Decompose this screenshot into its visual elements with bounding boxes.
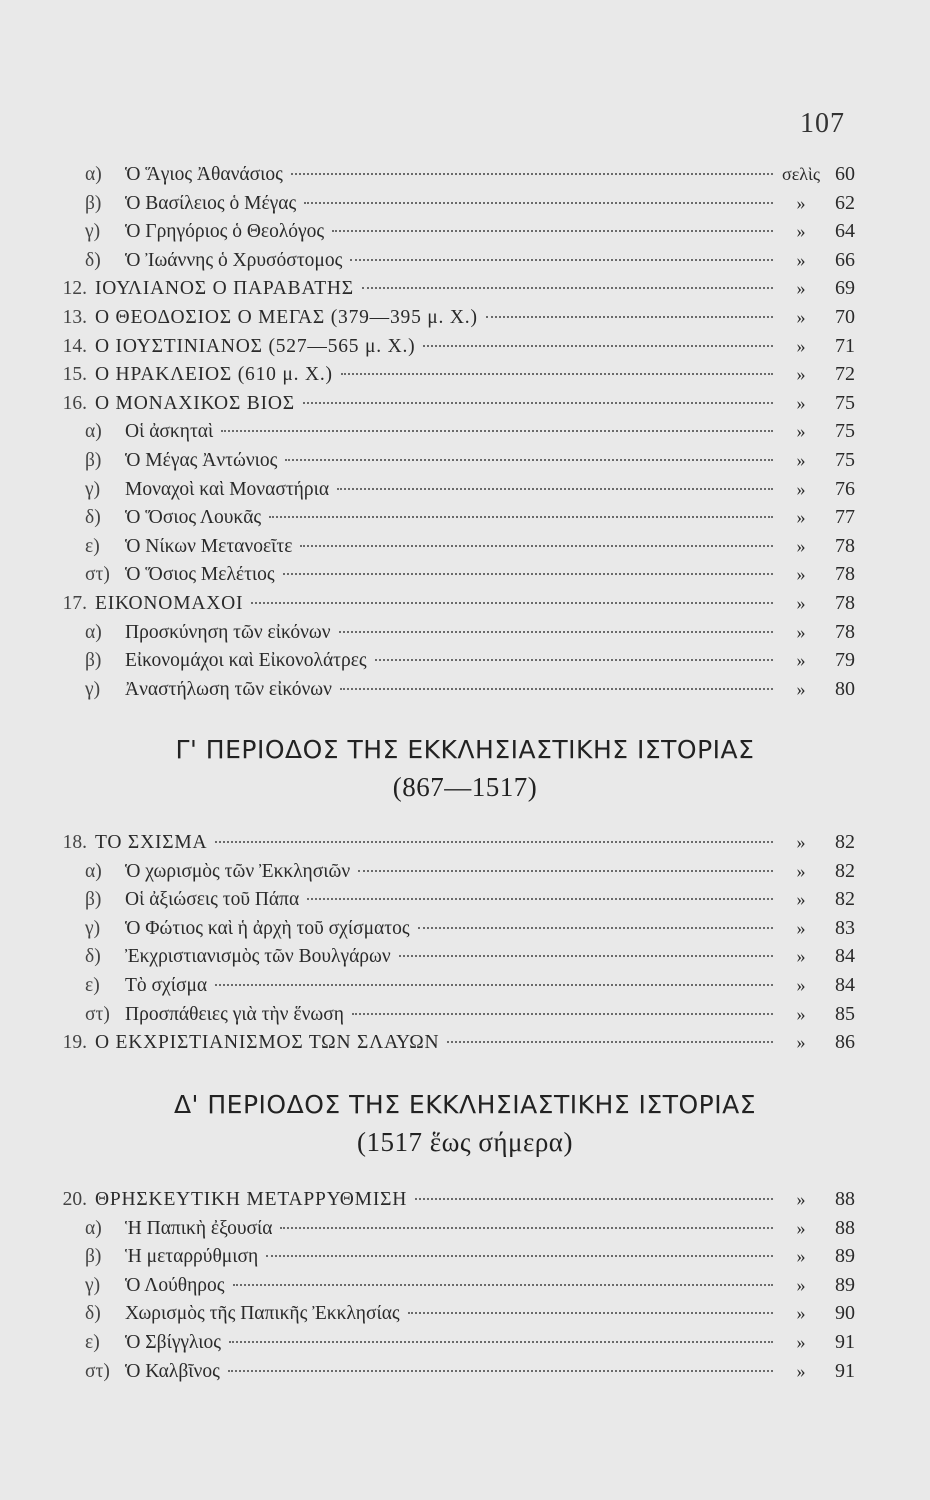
toc-entry-page: 75 xyxy=(835,391,855,414)
toc-entry-page: 80 xyxy=(835,677,855,700)
toc-entry-page: 75 xyxy=(835,420,855,443)
toc-entry-ditto: » xyxy=(796,592,806,613)
dot-leader xyxy=(228,1370,773,1372)
section-heading-title: Γ' ΠΕΡΙΟΔΟΣ ΤΗΣ ΕΚΚΛΗΣΙΑΣΤΙΚΗΣ ΙΣΤΟΡΙΑΣ xyxy=(175,735,755,764)
toc-entry-title: Ὁ Ἅγιος Ἀθανάσιος xyxy=(125,164,283,185)
toc-entry-ditto: » xyxy=(796,306,806,327)
toc-entry xyxy=(55,942,855,971)
toc-entry-ditto: » xyxy=(796,650,806,671)
toc-entry-number: 18. xyxy=(62,832,87,853)
toc-entry-marker: β) xyxy=(85,192,102,214)
toc-entry xyxy=(55,160,855,189)
section-heading-g xyxy=(0,735,930,803)
toc-entry-ditto: » xyxy=(796,1217,806,1238)
toc-entry-marker: δ) xyxy=(85,507,101,529)
toc-entry xyxy=(55,589,855,618)
toc-entry-page: 78 xyxy=(835,620,855,643)
dot-leader xyxy=(362,287,773,289)
toc-entry-title: Ὁ Φώτιος καὶ ἡ ἀρχὴ τοῦ σχίσματος xyxy=(125,917,410,939)
toc-entry-page: 90 xyxy=(835,1302,855,1325)
toc-entry-page: 82 xyxy=(835,831,855,853)
toc-entry-marker: α) xyxy=(85,621,102,643)
dot-leader xyxy=(415,1198,773,1200)
toc-entry-ditto: » xyxy=(796,1246,806,1267)
toc-entry-page: 78 xyxy=(835,563,855,586)
toc-entry-marker: α) xyxy=(85,421,102,443)
toc-entry-title: ΘΡΗΣΚΕΥΤΙΚΗ ΜΕΤΑΡΡΥΘΜΙΣΗ xyxy=(95,1189,408,1210)
toc-entry xyxy=(55,1028,855,1057)
toc-entry-title: Ὁ Λούθηρος xyxy=(125,1274,225,1296)
toc-list-section-3 xyxy=(55,1185,855,1385)
toc-entry-marker: γ) xyxy=(85,678,101,700)
toc-entry xyxy=(55,389,855,418)
toc-entry-page: 62 xyxy=(835,191,855,214)
toc-entry-title: Ο ΘΕΟΔΟΣΙΟΣ Ο ΜΕΓΑΣ (379—395 μ. Χ.) xyxy=(95,306,478,328)
toc-entry-title: Ἀναστήλωση τῶν εἰκόνων xyxy=(125,678,332,700)
toc-entry-ditto: » xyxy=(796,449,806,470)
toc-entry-page: 78 xyxy=(835,534,855,557)
toc-entry-marker: στ) xyxy=(85,1003,110,1025)
toc-entry xyxy=(55,828,855,857)
dot-leader xyxy=(486,316,773,318)
toc-entry-title: ΙΟΥΛΙΑΝΟΣ Ο ΠΑΡΑΒΑΤΗΣ xyxy=(95,278,354,300)
dot-leader xyxy=(233,1284,773,1286)
toc-entry-page: 78 xyxy=(835,591,855,614)
dot-leader xyxy=(307,898,773,900)
dot-leader xyxy=(285,459,773,461)
toc-entry-ditto: » xyxy=(796,535,806,556)
toc-entry-title: Ἡ Παπικὴ ἐξουσία xyxy=(125,1217,273,1239)
toc-entry-page: 86 xyxy=(835,1031,855,1054)
toc-entry-title: Ο ΙΟΥΣΤΙΝΙΑΝΟΣ (527—565 μ. Χ.) xyxy=(95,335,416,357)
dot-leader xyxy=(341,373,773,375)
toc-entry-page: 89 xyxy=(835,1273,855,1296)
toc-entry-page: 88 xyxy=(835,1188,855,1210)
toc-entry-ditto: » xyxy=(796,678,806,699)
toc-entry-title: Ο ΕΚΧΡΙΣΤΙΑΝΙΣΜΟΣ ΤΩΝ ΣΛΑΥΩΝ xyxy=(95,1032,440,1054)
toc-entry xyxy=(55,1185,855,1214)
dot-leader xyxy=(339,631,773,633)
toc-entry-title: Ὁ Μέγας Ἀντώνιος xyxy=(125,449,278,471)
toc-entry-title: Εἰκονομάχοι καὶ Εἰκονολάτρες xyxy=(125,650,367,672)
toc-entry-title: Οἱ ἀξιώσεις τοῦ Πάπα xyxy=(125,889,300,911)
toc-entry-ditto: » xyxy=(796,832,806,852)
dot-leader xyxy=(304,202,773,204)
toc-entry-marker: α) xyxy=(85,860,102,882)
toc-entry-marker: στ) xyxy=(85,1360,110,1382)
toc-entry-ditto: » xyxy=(796,221,806,242)
toc-entry-page: 84 xyxy=(835,945,855,968)
toc-entry-page: 69 xyxy=(835,277,855,300)
toc-entry-title: Ο ΗΡΑΚΛΕΙΟΣ (610 μ. Χ.) xyxy=(95,364,333,386)
toc-entry-title: Ἡ μεταρρύθμιση xyxy=(125,1246,259,1268)
toc-entry-ditto: » xyxy=(796,1303,806,1324)
toc-entry-ditto: » xyxy=(796,564,806,585)
dot-leader xyxy=(447,1041,773,1043)
toc-entry-page: 64 xyxy=(835,220,855,243)
toc-entry xyxy=(55,532,855,561)
section-heading-d xyxy=(0,1090,930,1158)
toc-entry-ditto: » xyxy=(796,278,806,299)
toc-entry-title: Ὁ Καλβῖνος xyxy=(125,1360,220,1382)
toc-entry-number: 15. xyxy=(62,364,87,386)
toc-entry-title: Χωρισμὸς τῆς Παπικῆς Ἐκκλησίας xyxy=(125,1303,400,1325)
toc-entry-page: 88 xyxy=(835,1216,855,1239)
toc-entry xyxy=(55,332,855,361)
toc-entry-ditto: » xyxy=(796,249,806,270)
toc-entry-marker: β) xyxy=(85,1246,102,1268)
toc-entry-ditto: » xyxy=(796,335,806,356)
dot-leader xyxy=(269,516,773,518)
dot-leader xyxy=(229,1341,773,1343)
toc-entry-marker: γ) xyxy=(85,221,101,243)
toc-entry-title: Οἱ ἀσκηταὶ xyxy=(125,421,214,443)
toc-entry-page: 82 xyxy=(835,859,855,882)
toc-entry-title: Ὁ Ὅσιος Λουκᾶς xyxy=(125,507,262,529)
toc-entry-title: Προσκύνηση τῶν εἰκόνων xyxy=(125,621,331,643)
toc-entry xyxy=(55,446,855,475)
section-heading-range: (1517 ἕως σήμερα) xyxy=(357,1127,573,1157)
toc-entry xyxy=(55,971,855,1000)
toc-entry-ditto: » xyxy=(796,478,806,499)
toc-entry-title: Ὁ Βασίλειος ὁ Μέγας xyxy=(125,192,297,214)
toc-entry xyxy=(55,417,855,446)
toc-entry-title: Ὁ χωρισμὸς τῶν Ἐκκλησιῶν xyxy=(125,860,351,882)
toc-entry xyxy=(55,189,855,218)
toc-entry-page: 83 xyxy=(835,916,855,939)
toc-entry xyxy=(55,914,855,943)
toc-entry-marker: α) xyxy=(85,164,102,185)
toc-entry xyxy=(55,675,855,704)
toc-entry-page: 60 xyxy=(835,163,855,185)
toc-entry-page: 72 xyxy=(835,363,855,386)
toc-entry-marker: ε) xyxy=(85,1331,100,1353)
toc-entry-page: 91 xyxy=(835,1359,855,1382)
toc-entry-number: 12. xyxy=(62,278,87,300)
toc-entry-ditto: » xyxy=(796,364,806,385)
toc-entry-marker: γ) xyxy=(85,1274,101,1296)
toc-entry-number: 16. xyxy=(62,392,87,414)
toc-entry-title: Τὸ σχίσμα xyxy=(125,974,208,996)
dot-leader xyxy=(251,602,773,604)
toc-entry xyxy=(55,1357,855,1386)
toc-entry xyxy=(55,246,855,275)
dot-leader xyxy=(215,984,773,986)
toc-entry-ditto: » xyxy=(796,1331,806,1352)
toc-entry-marker: α) xyxy=(85,1217,102,1239)
toc-entry-marker: β) xyxy=(85,650,102,672)
toc-entry-ditto: » xyxy=(796,946,806,967)
toc-entry-page: 79 xyxy=(835,649,855,672)
toc-entry xyxy=(55,503,855,532)
toc-entry-ditto: » xyxy=(796,1274,806,1295)
dot-leader xyxy=(358,870,773,872)
toc-entry-page: 89 xyxy=(835,1245,855,1268)
dot-leader xyxy=(221,430,773,432)
dot-leader xyxy=(418,927,773,929)
dot-leader xyxy=(283,573,773,575)
toc-entry-number: 19. xyxy=(62,1032,87,1054)
toc-entry-page: 76 xyxy=(835,477,855,500)
toc-entry-marker: δ) xyxy=(85,1303,101,1325)
toc-entry-ditto: » xyxy=(796,192,806,213)
toc-entry-ditto: » xyxy=(796,860,806,881)
toc-entry xyxy=(55,1000,855,1029)
dot-leader xyxy=(350,259,773,261)
toc-entry-marker: στ) xyxy=(85,564,110,586)
toc-entry-title: Ο ΜΟΝΑΧΙΚΟΣ ΒΙΟΣ xyxy=(95,392,295,414)
dot-leader xyxy=(215,841,773,843)
toc-entry-title: Ὁ Ὅσιος Μελέτιος xyxy=(125,564,275,586)
section-heading-range: (867—1517) xyxy=(392,772,538,802)
toc-entry-page: 85 xyxy=(835,1002,855,1025)
toc-entry-title: Προσπάθειες γιὰ τὴν ἕνωση xyxy=(125,1003,344,1025)
toc-entry-title: Ὁ Νίκων Μετανοεῖτε xyxy=(125,535,293,557)
toc-entry xyxy=(55,1271,855,1300)
toc-entry-ditto: » xyxy=(796,917,806,938)
toc-entry-title: Ὁ Γρηγόριος ὁ Θεολόγος xyxy=(125,221,325,243)
dot-leader xyxy=(291,173,773,175)
toc-entry xyxy=(55,560,855,589)
toc-entry xyxy=(55,1242,855,1271)
dot-leader xyxy=(300,545,773,547)
toc-entry-ditto: » xyxy=(796,421,806,442)
toc-entry-marker: δ) xyxy=(85,249,101,271)
toc-entry-marker: β) xyxy=(85,889,102,911)
toc-entry-title: Ὁ Ἰωάννης ὁ Χρυσόστομος xyxy=(125,249,343,271)
toc-entry-marker: β) xyxy=(85,449,102,471)
toc-entry-page: 84 xyxy=(835,973,855,996)
dot-leader xyxy=(303,402,773,404)
toc-entry xyxy=(55,360,855,389)
toc-entry-number: 14. xyxy=(62,335,87,357)
dot-leader xyxy=(332,230,773,232)
toc-entry-page: 77 xyxy=(835,506,855,529)
toc-entry-marker: γ) xyxy=(85,478,101,500)
toc-entry xyxy=(55,1299,855,1328)
toc-entry xyxy=(55,1328,855,1357)
toc-list-section-2 xyxy=(55,828,855,1057)
toc-entry-title: Ἐκχριστιανισμὸς τῶν Βουλγάρων xyxy=(125,946,391,968)
dot-leader xyxy=(408,1312,773,1314)
toc-entry xyxy=(55,857,855,886)
toc-entry-ditto: » xyxy=(796,889,806,910)
dot-leader xyxy=(337,488,773,490)
toc-entry xyxy=(55,475,855,504)
toc-entry-marker: ε) xyxy=(85,974,100,996)
toc-list-section-1 xyxy=(55,160,855,703)
toc-entry xyxy=(55,303,855,332)
toc-entry-marker: δ) xyxy=(85,946,101,968)
toc-entry-page: 66 xyxy=(835,248,855,271)
toc-entry-number: 20. xyxy=(62,1189,87,1210)
dot-leader xyxy=(340,688,773,690)
toc-entry xyxy=(55,217,855,246)
toc-entry xyxy=(55,274,855,303)
toc-entry-page: 70 xyxy=(835,305,855,328)
toc-entry-ditto: » xyxy=(796,1003,806,1024)
toc-entry-ditto: » xyxy=(796,621,806,642)
toc-entry xyxy=(55,1214,855,1243)
toc-entry-page: 71 xyxy=(835,334,855,357)
dot-leader xyxy=(280,1227,773,1229)
toc-entry-number: 13. xyxy=(62,306,87,328)
page-number: 107 xyxy=(800,108,845,139)
toc-entry-title: Μοναχοὶ καὶ Μοναστήρια xyxy=(125,478,330,500)
toc-entry xyxy=(55,646,855,675)
dot-leader xyxy=(399,955,773,957)
dot-leader xyxy=(266,1255,773,1257)
toc-entry xyxy=(55,618,855,647)
toc-entry-number: 17. xyxy=(62,592,87,614)
toc-entry-ditto: » xyxy=(796,392,806,413)
toc-entry-title: Ὁ Σβίγγλιος xyxy=(125,1331,221,1353)
toc-entry-ditto: » xyxy=(796,974,806,995)
toc-entry-page: 91 xyxy=(835,1330,855,1353)
toc-entry-marker: ε) xyxy=(85,535,100,557)
section-heading-title: Δ' ΠΕΡΙΟΔΟΣ ΤΗΣ ΕΚΚΛΗΣΙΑΣΤΙΚΗΣ ΙΣΤΟΡΙΑΣ xyxy=(173,1090,757,1119)
dot-leader xyxy=(423,345,773,347)
toc-entry-ditto: » xyxy=(796,1189,806,1209)
toc-entry-ditto: » xyxy=(796,507,806,528)
toc-entry-ditto: σελὶς xyxy=(782,164,820,184)
toc-entry-title: ΤΟ ΣΧΙΣΜΑ xyxy=(95,832,208,853)
toc-entry-title: ΕΙΚΟΝΟΜΑΧΟΙ xyxy=(95,592,244,614)
toc-entry xyxy=(55,885,855,914)
toc-entry-page: 75 xyxy=(835,448,855,471)
dot-leader xyxy=(375,659,773,661)
toc-entry-ditto: » xyxy=(796,1360,806,1381)
dot-leader xyxy=(352,1013,773,1015)
toc-entry-ditto: » xyxy=(796,1032,806,1053)
toc-entry-marker: γ) xyxy=(85,917,101,939)
toc-entry-page: 82 xyxy=(835,888,855,911)
